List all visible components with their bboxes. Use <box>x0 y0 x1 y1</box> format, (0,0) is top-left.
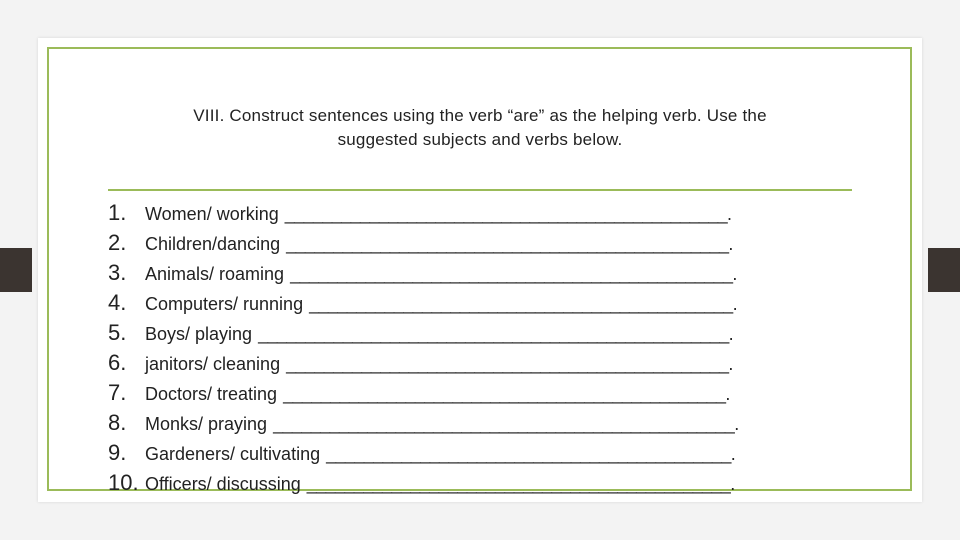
list-item <box>108 378 868 408</box>
item-prompt: Children/dancing <box>145 234 281 254</box>
item-prompt: Monks/ praying <box>145 414 268 434</box>
answer-blank: _______________________________________________. <box>284 204 732 224</box>
answer-blank: __________________________________________________. <box>258 324 734 344</box>
item-prompt: Women/ working <box>145 204 279 224</box>
list-item <box>108 468 868 498</box>
list-item <box>108 318 868 348</box>
answer-blank: _____________________________________________. <box>306 474 735 494</box>
answer-blank: _________________________________________________. <box>273 414 739 434</box>
item-prompt: janitors/ cleaning <box>145 354 281 374</box>
item-prompt: Gardeners/ cultivating <box>145 444 321 464</box>
answer-blank: _______________________________________________. <box>290 264 737 284</box>
item-number: 1. <box>108 200 127 225</box>
answer-blank: _______________________________________________. <box>283 384 730 404</box>
instructions-line-1: VIII. Construct sentences using the verb “are” as the helping verb. Use the <box>193 106 767 125</box>
answer-blank: ___________________________________________. <box>326 444 736 464</box>
list-item <box>108 408 868 438</box>
left-edge-tab <box>0 248 32 292</box>
answer-blank: _______________________________________________. <box>286 354 733 374</box>
item-prompt: Boys/ playing <box>145 324 253 344</box>
heading-divider <box>108 189 852 191</box>
item-number: 6. <box>108 350 127 375</box>
item-prompt: Animals/ roaming <box>145 264 285 284</box>
item-prompt: Doctors/ treating <box>145 384 278 404</box>
item-number: 2. <box>108 230 127 255</box>
list-item <box>108 438 868 468</box>
item-prompt: Computers/ running <box>145 294 304 314</box>
list-item <box>108 198 868 228</box>
instructions-line-2: suggested subjects and verbs below. <box>337 130 623 149</box>
instructions-heading <box>108 104 852 152</box>
item-number: 4. <box>108 290 127 315</box>
item-number: 5. <box>108 320 127 345</box>
list-item <box>108 288 868 318</box>
list-item <box>108 348 868 378</box>
item-number: 9. <box>108 440 127 465</box>
item-number: 8. <box>108 410 127 435</box>
answer-blank: _____________________________________________. <box>309 294 737 314</box>
exercise-list <box>108 198 868 498</box>
list-item <box>108 258 868 288</box>
item-number: 7. <box>108 380 127 405</box>
item-number: 10. <box>108 470 139 495</box>
right-edge-tab <box>928 248 960 292</box>
list-item <box>108 228 868 258</box>
item-number: 3. <box>108 260 127 285</box>
item-prompt: Officers/ discussing <box>145 474 301 494</box>
answer-blank: _______________________________________________. <box>286 234 733 254</box>
